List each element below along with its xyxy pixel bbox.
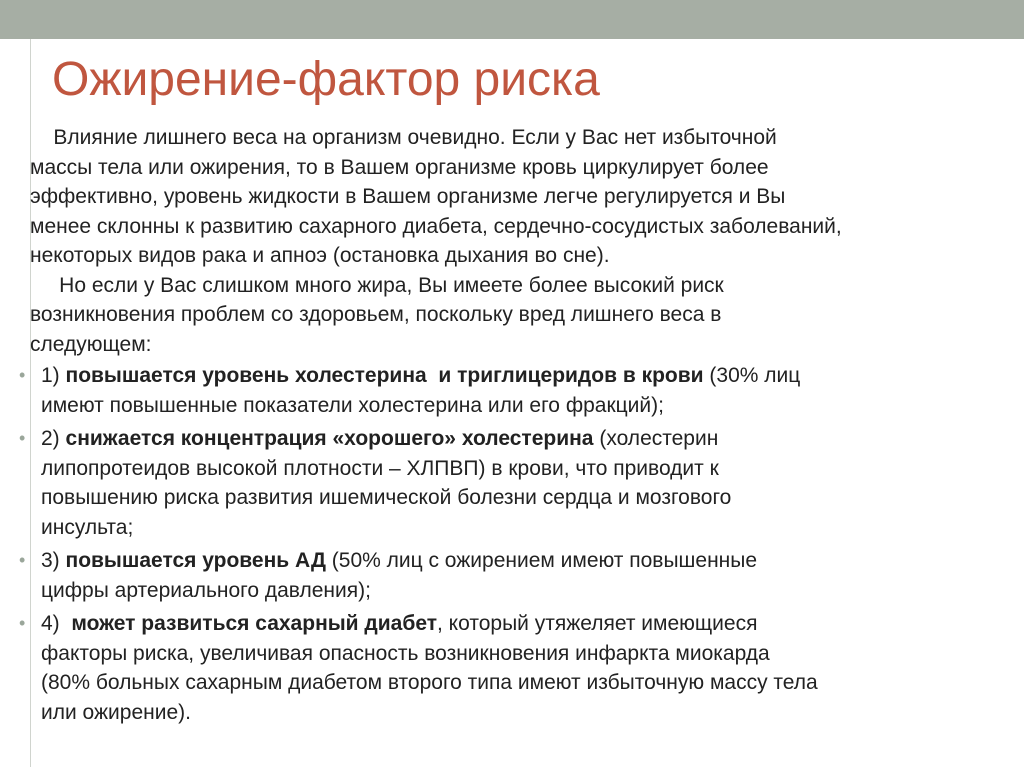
item-line: или ожирение).: [41, 700, 191, 724]
item-line: факторы риска, увеличивая опасность возникновения инфаркта миокарда: [41, 641, 770, 665]
intro-paragraph: [0, 123, 1024, 271]
bullet-icon: •: [19, 428, 26, 448]
item-first-line: [41, 424, 1024, 454]
slide-title: Ожирение-фактор риска: [52, 53, 600, 106]
top-bar: [0, 0, 1024, 39]
paragraph-line: некоторых видов рака и апноэ (остановка дыхания во сне).: [30, 244, 610, 267]
item-text: (холестерин: [593, 427, 719, 450]
paragraph-line: массы тела или ожирения, то в Вашем организме кровь циркулирует более: [30, 155, 769, 179]
list-item: [0, 609, 1024, 727]
bullet-icon: •: [19, 613, 26, 633]
paragraph-line: следующем:: [30, 332, 152, 356]
paragraph-line: эффективно, уровень жидкости в Вашем организме легче регулируется и Вы: [30, 185, 786, 208]
paragraph-line: возникновения проблем со здоровьем, поскольку вред лишнего веса в: [30, 303, 722, 326]
item-first-line: [41, 546, 1024, 576]
risk-intro-paragraph: [0, 271, 1024, 360]
item-line: липопротеидов высокой плотности – ХЛПВП) в крови, что приводит к: [41, 456, 719, 480]
item-bold-text: повышается уровень АД: [65, 549, 326, 572]
list-item: [0, 361, 1024, 420]
paragraph-line: Но если у Вас слишком много жира, Вы имеете более высокий риск: [30, 273, 724, 297]
item-text: (30% лиц: [703, 364, 801, 387]
item-number: 3): [41, 549, 66, 572]
item-line: цифры артериального давления);: [41, 578, 371, 602]
slide-body: [0, 123, 1024, 731]
bullet-icon: •: [19, 550, 26, 570]
item-line: (80% больных сахарным диабетом второго типа имеют избыточную массу тела: [41, 671, 818, 694]
item-number: 4): [41, 612, 72, 635]
item-bold-text: может развиться сахарный диабет: [71, 612, 438, 635]
item-text: , который утяжеляет имеющиеся: [437, 612, 758, 635]
item-bold-text: снижается концентрация «хорошего» холестерина: [65, 427, 594, 450]
item-line: имеют повышенные показатели холестерина или его фракций);: [41, 393, 664, 417]
item-line: инсульта;: [41, 515, 134, 539]
paragraph-line: Влияние лишнего веса на организм очевидно. Если у Вас нет избыточной: [30, 126, 777, 149]
item-first-line: [41, 361, 1024, 391]
item-number: 1): [41, 364, 66, 387]
item-first-line: [41, 609, 1024, 639]
item-number: 2): [41, 427, 66, 450]
paragraph-line: менее склонны к развитию сахарного диабета, сердечно-сосудистых заболеваний,: [30, 214, 842, 238]
item-line: повышению риска развития ишемической болезни сердца и мозгового: [41, 486, 732, 509]
bullet-icon: •: [19, 365, 26, 385]
risk-list: [0, 361, 1024, 727]
item-text: (50% лиц с ожирением имеют повышенные: [325, 549, 758, 572]
list-item: [0, 546, 1024, 605]
item-bold-text: повышается уровень холестерина и триглицеридов в крови: [65, 364, 704, 387]
list-item: [0, 424, 1024, 542]
